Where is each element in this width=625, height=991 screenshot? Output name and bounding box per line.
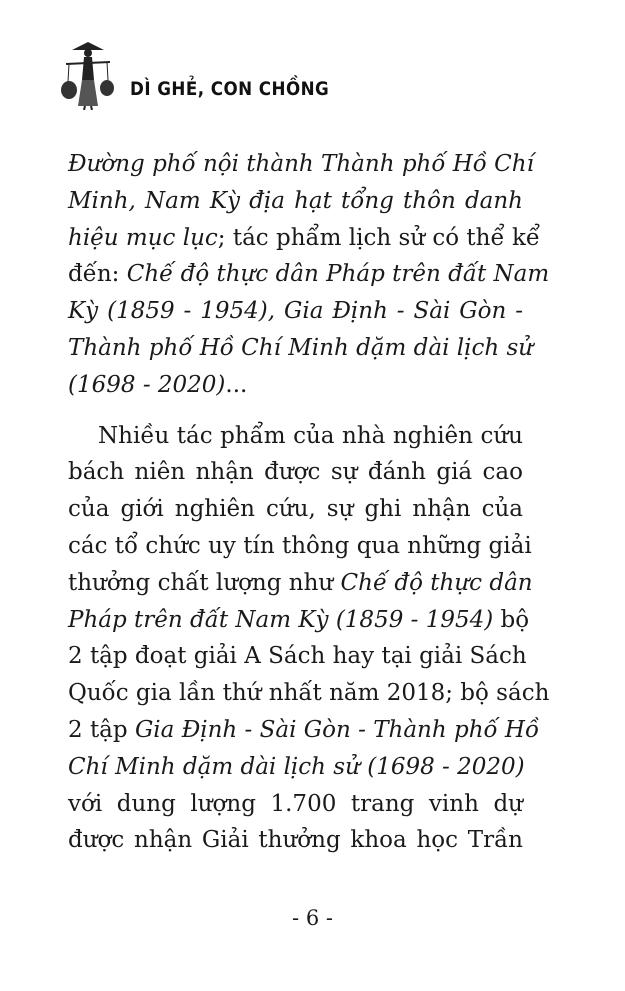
woman-carrying-baskets-icon [60, 40, 114, 110]
text-line: hiệu mục lục; tác phẩm lịch sử có thể kể [68, 224, 541, 251]
text-line: Nhiều tác phẩm của nhà nghiên cứu [68, 422, 523, 449]
page-number: - 6 - [292, 906, 333, 930]
text-line: 2 tập Gia Định - Sài Gòn - Thành phố Hồ [68, 716, 540, 743]
text-line: Thành phố Hồ Chí Minh dặm dài lịch sử [68, 334, 534, 361]
text-line: 2 tập đoạt giải A Sách hay tại giải Sách [68, 643, 527, 670]
text-line: Minh, Nam Kỳ địa hạt tổng thôn danh [68, 187, 523, 214]
text-line: bách niên nhận được sự đánh giá cao [68, 459, 523, 486]
text-line: (1698 - 2020)... [68, 371, 248, 398]
text-line: của giới nghiên cứu, sự ghi nhận của [68, 496, 523, 523]
paragraph-2 [68, 418, 550, 860]
text-line: các tổ chức uy tín thông qua những giải [68, 532, 532, 559]
book-title: DÌ GHẺ, CON CHỒNG [130, 78, 330, 100]
text-line: với dung lượng 1.700 trang vinh dự [68, 790, 523, 817]
text-line: Chí Minh dặm dài lịch sử (1698 - 2020) [68, 753, 525, 780]
paragraph-1 [68, 146, 550, 404]
text-line: được nhận Giải thưởng khoa học Trần [68, 827, 523, 854]
text-line: Pháp trên đất Nam Kỳ (1859 - 1954) bộ [68, 606, 530, 633]
text-line: đến: Chế độ thực dân Pháp trên đất Nam [68, 261, 550, 288]
text-line: Quốc gia lần thứ nhất năm 2018; bộ sách [68, 680, 550, 707]
running-header [60, 40, 580, 110]
text-line: Đường phố nội thành Thành phố Hồ Chí [68, 151, 534, 177]
text-line: thưởng chất lượng như Chế độ thực dân [68, 569, 533, 596]
text-line: Kỳ (1859 - 1954), Gia Định - Sài Gòn - [68, 298, 523, 325]
body-text [68, 146, 550, 859]
